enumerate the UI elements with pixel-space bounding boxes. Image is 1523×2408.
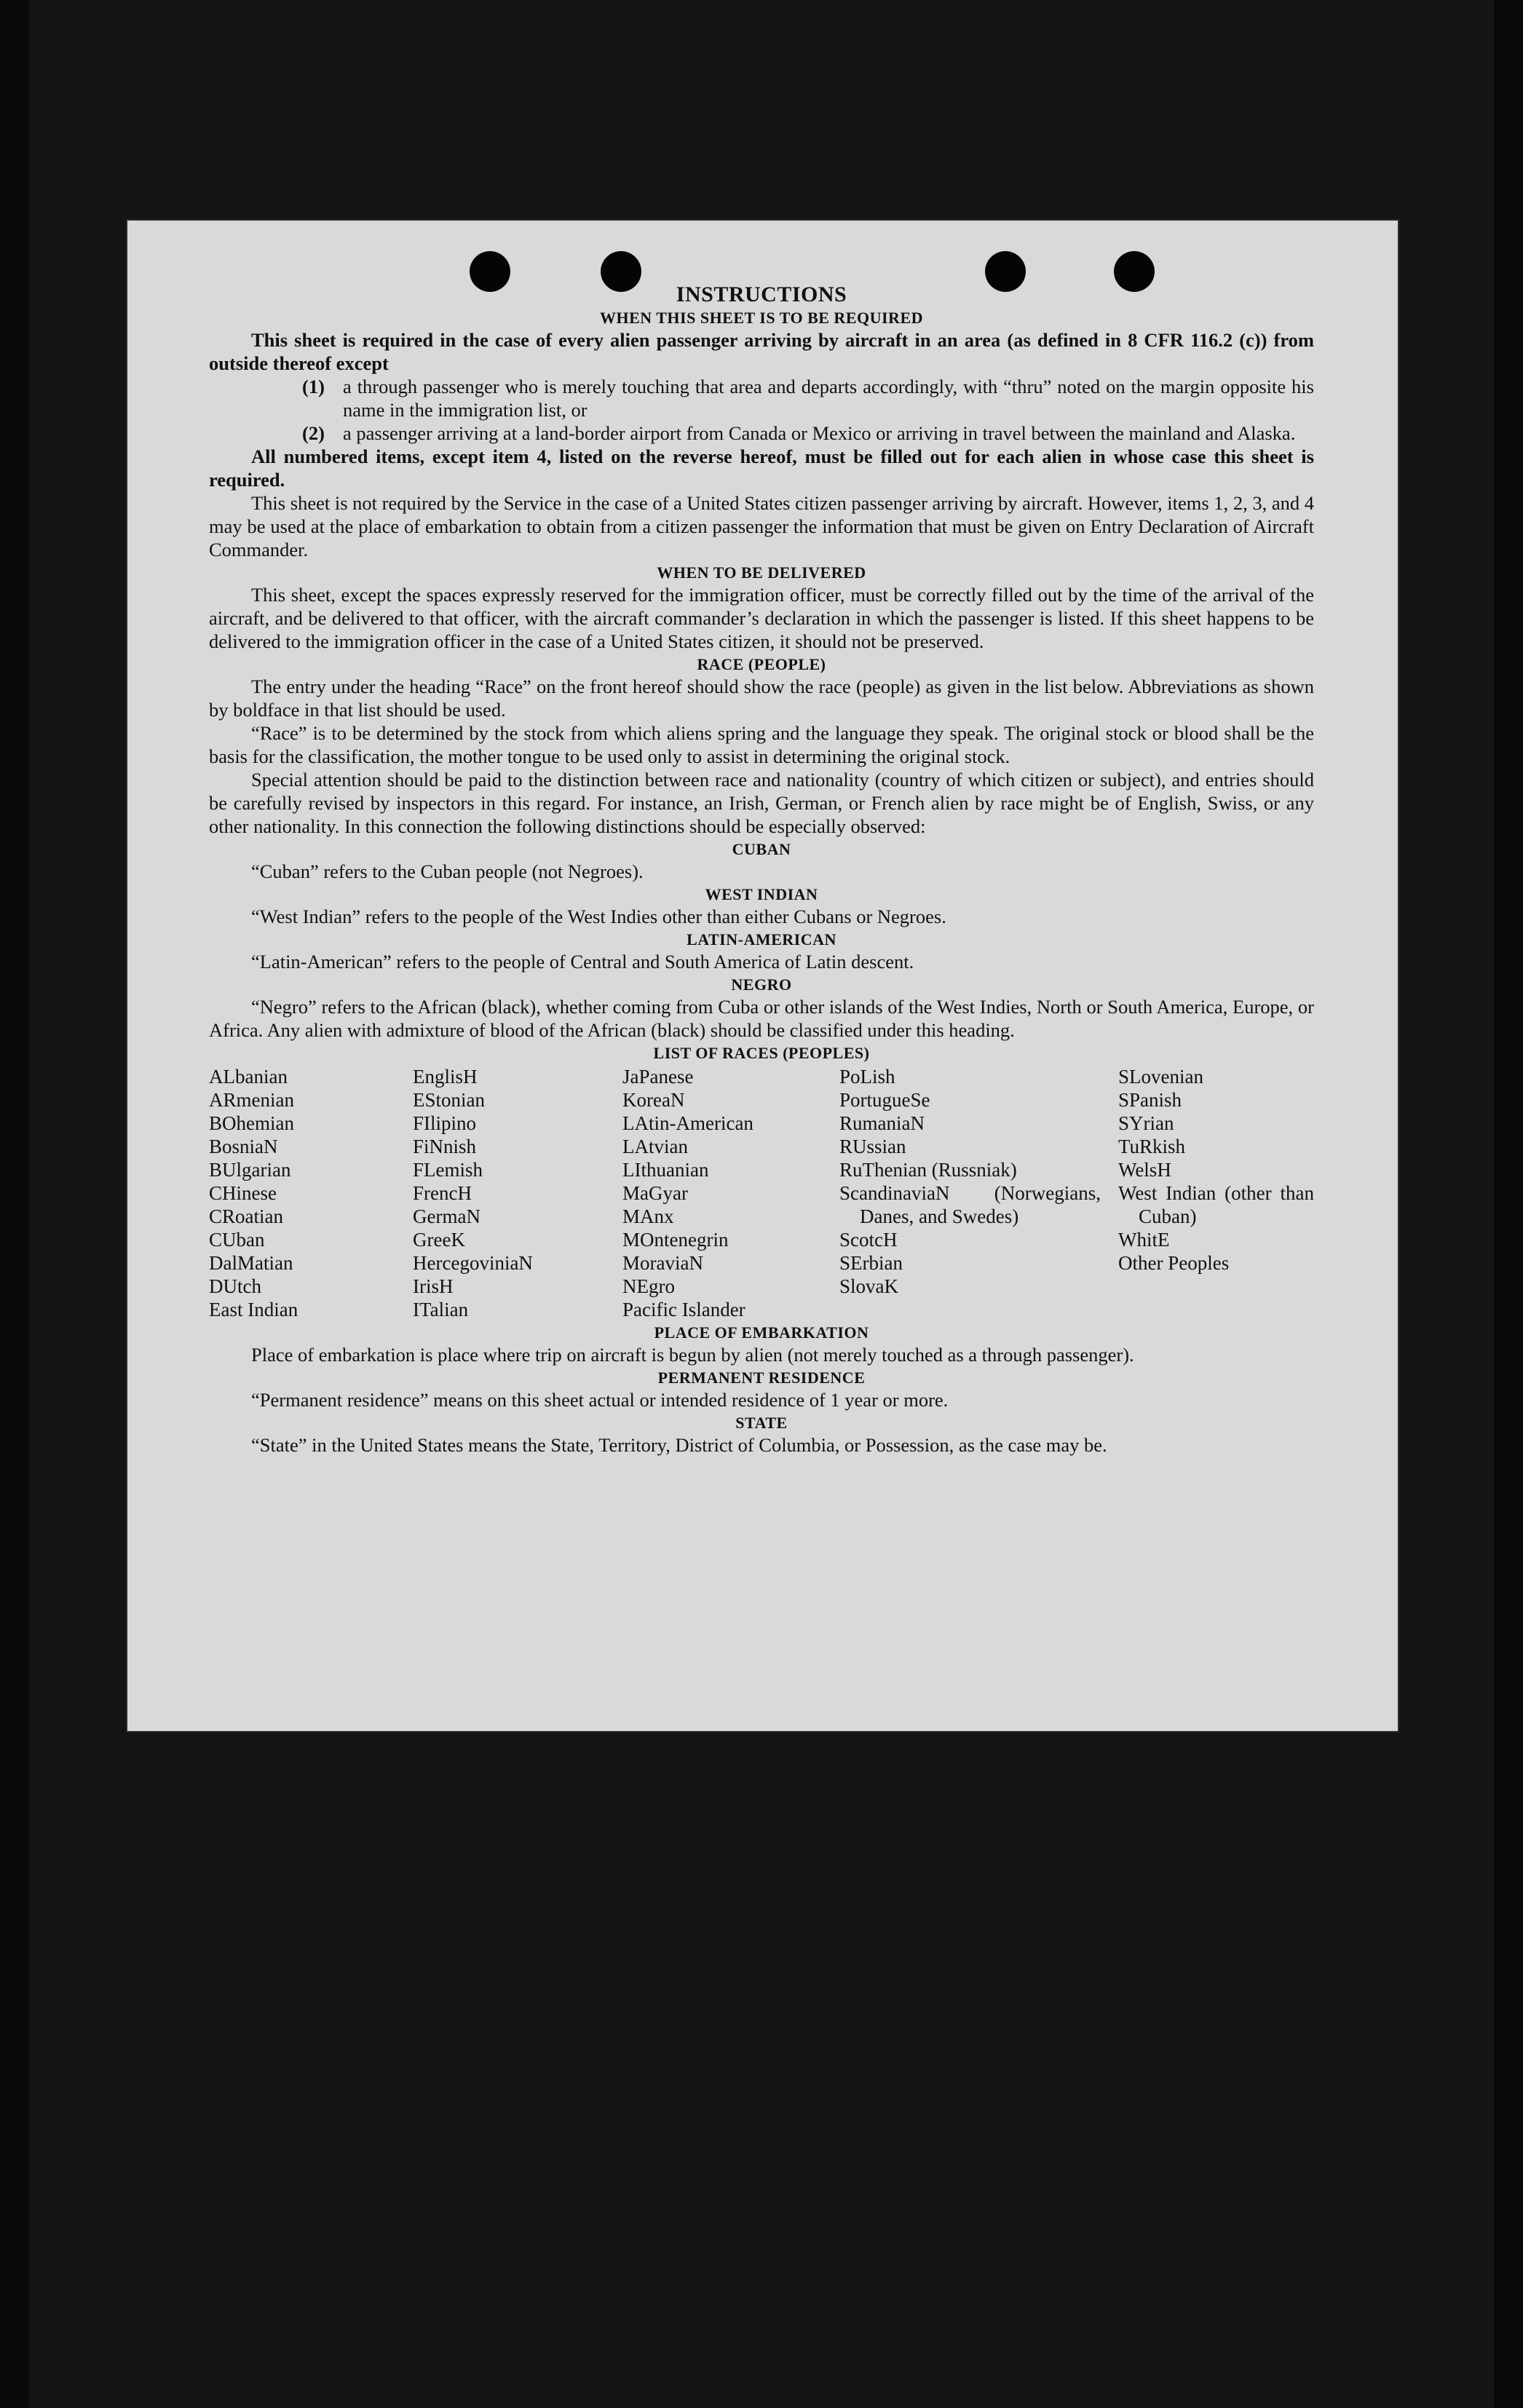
race-entry: PoLish: [839, 1066, 895, 1088]
heading-state: STATE: [735, 1414, 788, 1432]
race-entry: FiNnish: [413, 1136, 477, 1157]
document-body: [209, 279, 1314, 1457]
race-entry: MOntenegrin: [622, 1229, 729, 1251]
west-indian-definition: “West Indian” refers to the people of the West Indies other than either Cubans or Negroes.: [251, 906, 946, 927]
exception-number: (1): [302, 376, 325, 397]
embarkation-definition: Place of embarkation is place where trip on aircraft is begun by alien (not merely touched as a through passenger).: [251, 1344, 1134, 1366]
race-column-4: [839, 1065, 1118, 1321]
heading-latin-american: LATIN-AMERICAN: [687, 930, 836, 948]
heading-cuban: CUBAN: [732, 840, 791, 858]
race-entry: GreeK: [413, 1229, 465, 1251]
race-entry: FrencH: [413, 1182, 472, 1204]
race-column-3: [622, 1065, 839, 1321]
race-column-1: [209, 1065, 413, 1321]
film-edge-right: [1494, 0, 1523, 2408]
heading-negro: NEGRO: [731, 975, 792, 994]
race-paragraph-1: The entry under the heading “Race” on the front hereof should show the race (people) as given in the list below. Abbreviations as shown by boldface in that list should be used.: [209, 676, 1314, 721]
race-entry: DUtch: [209, 1275, 261, 1297]
race-entry: ALbanian: [209, 1066, 288, 1088]
race-entry: EStonian: [413, 1089, 485, 1111]
race-entry: BOhemian: [209, 1112, 294, 1134]
race-entry: CRoatian: [209, 1205, 283, 1227]
race-entry: WhitE: [1118, 1229, 1170, 1251]
race-entry: PortugueSe: [839, 1089, 930, 1111]
race-entry: East Indian: [209, 1299, 298, 1320]
exception-number: (2): [302, 422, 325, 444]
heading-permanent-residence: PERMANENT RESIDENCE: [657, 1369, 866, 1387]
cuban-definition: “Cuban” refers to the Cuban people (not Negroes).: [251, 860, 644, 882]
film-edge-left: [0, 0, 29, 2408]
race-entry: JaPanese: [622, 1066, 694, 1088]
race-entry: BUlgarian: [209, 1159, 291, 1181]
race-entry: RuThenian (Russniak): [839, 1159, 1017, 1181]
race-entry: MoraviaN: [622, 1252, 703, 1274]
exception-text: a passenger arriving at a land-border airport from Canada or Mexico or arriving in travel between the mainland and Alaska.: [343, 422, 1296, 444]
race-entry: ScandinaviaN (Norwegians, Danes, and Swedes): [839, 1182, 1101, 1227]
heading-race: RACE (PEOPLE): [697, 655, 826, 673]
numbered-items-paragraph: All numbered items, except item 4, listed on the reverse hereof, must be filled out for each alien in whose case this sheet is required.: [209, 445, 1314, 491]
heading-list-of-races: LIST OF RACES (PEOPLES): [653, 1044, 870, 1062]
race-entry: DalMatian: [209, 1252, 293, 1274]
race-entry: MAnx: [622, 1205, 674, 1227]
race-entry: ScotcH: [839, 1229, 898, 1251]
race-entry: SLovenian: [1118, 1066, 1203, 1088]
race-entry: West Indian (other than Cuban): [1118, 1182, 1314, 1227]
race-entry: FLemish: [413, 1159, 483, 1181]
race-entry: Pacific Islander: [622, 1299, 745, 1320]
race-entry: ITalian: [413, 1299, 469, 1320]
race-entry: NEgro: [622, 1275, 675, 1297]
race-entry: SYrian: [1118, 1112, 1174, 1134]
exception-item: [209, 375, 1314, 421]
race-entry: KoreaN: [622, 1089, 685, 1111]
exception-text: a through passenger who is merely touching that area and departs accordingly, with “thru” noted on the margin opposite his name in the immigration list, or: [343, 376, 1314, 421]
instruction-sheet: [127, 221, 1398, 1731]
race-column-5: [1118, 1065, 1314, 1321]
race-paragraph-2: “Race” is to be determined by the stock from which aliens spring and the language they speak. The original stock or blood shall be the basis for the classification, the mother tongue to be used only to assist in determining the original stock.: [209, 722, 1314, 767]
race-entry: SPanish: [1118, 1089, 1182, 1111]
residence-definition: “Permanent residence” means on this sheet actual or intended residence of 1 year or more.: [251, 1389, 949, 1411]
race-entry: FIlipino: [413, 1112, 477, 1134]
race-entry: HercegoviniaN: [413, 1252, 533, 1274]
race-column-2: [413, 1065, 622, 1321]
exception-item: [209, 421, 1314, 445]
race-entry: RumaniaN: [839, 1112, 925, 1134]
heading-when-required: WHEN THIS SHEET IS TO BE REQUIRED: [599, 309, 924, 327]
heading-when-delivered: WHEN TO BE DELIVERED: [657, 563, 866, 582]
when-required-intro: This sheet is required in the case of every alien passenger arriving by aircraft in an area (as defined in 8 CFR 116.2 (c)) from outside thereof except: [209, 329, 1314, 374]
race-entry: CHinese: [209, 1182, 277, 1204]
race-entry: CUban: [209, 1229, 265, 1251]
citizen-paragraph: This sheet is not required by the Service in the case of a United States citizen passenger arriving by aircraft. However, items 1, 2, 3, and 4 may be used at the place of embarkation to obtain from a citizen passenger the information that must be given on Entry Declaration of Aircraft Commander.: [209, 492, 1314, 561]
race-entry: ARmenian: [209, 1089, 294, 1111]
page-title: INSTRUCTIONS: [676, 282, 847, 306]
race-entry: SlovaK: [839, 1275, 898, 1297]
race-entry: SErbian: [839, 1252, 903, 1274]
race-entry: EnglisH: [413, 1066, 478, 1088]
race-entry: LIthuanian: [622, 1159, 709, 1181]
race-entry: GermaN: [413, 1205, 480, 1227]
race-entry: MaGyar: [622, 1182, 688, 1204]
race-entry: Other Peoples: [1118, 1252, 1230, 1274]
race-entry: LAtvian: [622, 1136, 688, 1157]
race-list: [209, 1065, 1314, 1321]
heading-embarkation: PLACE OF EMBARKATION: [654, 1323, 869, 1342]
race-entry: LAtin-American: [622, 1112, 753, 1134]
delivery-paragraph: This sheet, except the spaces expressly reserved for the immigration officer, must be correctly filled out by the time of the arrival of the aircraft, and be delivered to that officer, with the aircraft commander’s declaration in which the passenger is listed. If this sheet happens to be delivered to the immigration officer in the case of a United States citizen, it should not be preserved.: [209, 584, 1314, 652]
race-entry: BosniaN: [209, 1136, 278, 1157]
state-definition: “State” in the United States means the State, Territory, District of Columbia, or Possession, as the case may be.: [251, 1434, 1107, 1456]
race-entry: TuRkish: [1118, 1136, 1186, 1157]
race-entry: RUssian: [839, 1136, 906, 1157]
negro-definition: “Negro” refers to the African (black), whether coming from Cuba or other islands of the West Indies, North or South America, Europe, or Africa. Any alien with admixture of blood of the African (black) should be classified under this heading.: [209, 996, 1314, 1041]
race-paragraph-3: Special attention should be paid to the distinction between race and nationality (country of which citizen or subject), and entries should be carefully revised by inspectors in this regard. For instance, an Irish, German, or French alien by race might be of English, Swiss, or any other nationality. In this connection the following distinctions should be especially observed:: [209, 769, 1314, 837]
race-entry: WelsH: [1118, 1159, 1171, 1181]
heading-west-indian: WEST INDIAN: [705, 885, 818, 903]
latin-american-definition: “Latin-American” refers to the people of Central and South America of Latin descent.: [251, 951, 914, 973]
race-entry: IrisH: [413, 1275, 454, 1297]
